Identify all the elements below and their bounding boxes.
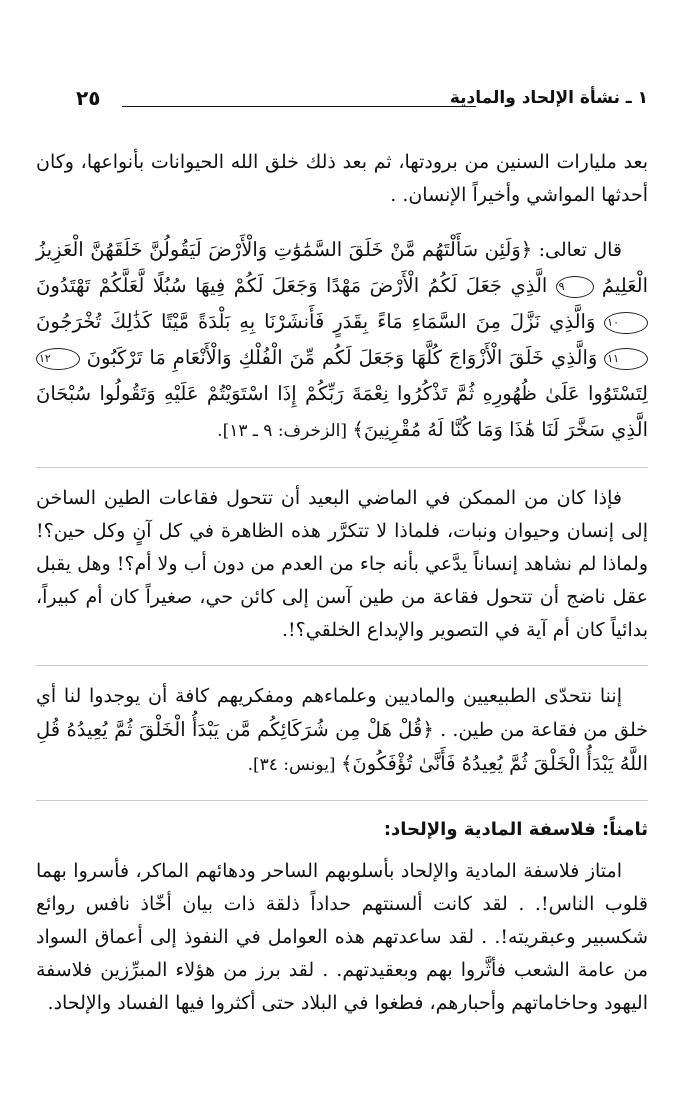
body-text <box>36 146 648 1020</box>
quran-verse-yunus: ﴿قُلْ هَلْ مِن شُرَكَائِكُم مَّن يَبْدَأُ الْخَلْقَ ثُمَّ يُعِيدُهُ قُلِ اللَّهُ يَبْدَأُ الْخَلْقَ ثُمَّ يُعِيدُهُ فَأَنَّىٰ تُؤْفَكُونَ﴾ <box>36 718 648 775</box>
verse-number-marker: ١٢ <box>36 348 80 370</box>
verse-number-marker: ٩ <box>556 276 594 298</box>
paragraph-separator <box>36 467 648 468</box>
paragraph-4 <box>36 680 648 782</box>
verse-reference: [يونس: ٣٤]. <box>247 755 341 775</box>
paragraph-1: بعد مليارات السنين من برودتها، ثم بعد ذلك خلق الله الحيوانات بأنواعها، وكان أحدثها المواشي وأخيراً الإنسان. . <box>36 151 648 206</box>
quran-verse-13: لِتَسْتَوُوا عَلَىٰ ظُهُورِهِ ثُمَّ تَذْكُرُوا نِعْمَةَ رَبِّكُمْ إِذَا اسْتَوَيْتُمْ عَلَيْهِ وَتَقُولُوا سُبْحَانَ الَّذِي سَخَّرَ لَنَا هَٰذَا وَمَا كُنَّا لَهُ مُقْرِنِينَ﴾ <box>36 382 648 441</box>
quran-verse-10: الَّذِي جَعَلَ لَكُمُ الْأَرْضَ مَهْدًا وَجَعَلَ لَكُمْ فِيهَا سُبُلًا لَّعَلَّكُمْ تَهْتَدُونَ <box>36 274 548 297</box>
header-rule <box>122 106 476 107</box>
page-number: ٢٥ <box>76 86 101 110</box>
quote-intro: قال تعالى: <box>532 239 623 261</box>
paragraph-separator <box>36 800 648 801</box>
paragraph-3: فإذا كان من الممكن في الماضي البعيد أن تتحول فقاعات الطين الساخن إلى إنسان وحيوان ونبات، فلماذا لا تتكرَّر هذه الظاهرة في كل آنٍ وكل حين؟! ولماذا لم نشاهد إنساناً يدَّعي بأنه جاء من العدم من دون أب ولا أم؟! وهل يقبل عقل ناضج أن تتحول فقاعة من طين آسن إلى كائن حي، صغيراً كان أم كبيراً، بدائياً كان أم آية في التصوير والإبداع الخلقي؟!. <box>36 487 648 641</box>
quran-verse-12: وَالَّذِي خَلَقَ الْأَزْوَاجَ كُلَّهَا وَجَعَلَ لَكُم مِّنَ الْفُلْكِ وَالْأَنْعَامِ مَا تَرْكَبُونَ <box>86 346 598 369</box>
verse-number-marker: ١١ <box>604 348 648 370</box>
verse-number-marker: ١٠ <box>604 312 648 334</box>
chapter-title: ١ ـ نشأة الإلحاد والمادية <box>449 88 648 108</box>
quran-verse-9: ﴿وَلَئِن سَأَلْتَهُم مَّنْ خَلَقَ السَّمَٰوَٰتِ وَالْأَرْضَ لَيَقُولُنَّ خَلَقَهُنَّ الْعَزِيزُ الْعَلِيمُ <box>36 238 648 297</box>
quran-verse-11: وَالَّذِي نَزَّلَ مِنَ السَّمَاءِ مَاءً بِقَدَرٍ فَأَنشَرْنَا بِهِ بَلْدَةً مَّيْتًا كَذَٰلِكَ تُخْرَجُونَ <box>36 310 596 333</box>
running-header <box>76 86 648 116</box>
paragraph-separator <box>36 665 648 666</box>
paragraph-quran-zukhruf <box>36 232 648 449</box>
verse-reference: [الزخرف: ٩ ـ ١٣]. <box>217 421 353 441</box>
paragraph-4-text: إننا نتحدّى الطبيعيين والماديين وعلماءهم ومفكريهم كافة أن يوجدوا لنا أي خلق من فقاعة من طين. . <box>36 685 648 741</box>
paragraph-5: امتاز فلاسفة المادية والإلحاد بأسلوبهم الساحر ودهائهم الماكر، فأسروا بهما قلوب الناس!. . لقد كانت ألسنتهم حداداً ذلقة ذات بيان أخّاذ نافس روائع شكسبير وعبقريته!. . لقد ساعدتهم هذه العوامل في النفوذ إلى أعماق السواد من عامة الشعب فأثَّروا بهم وبعقيدتهم. . لقد برز من هؤلاء المبرِّزين فلاسفة اليهود وحاخاماتهم وأحبارهم، فطغوا في البلاد حتى أكثروا فيها الفساد والإلحاد. <box>36 860 648 1014</box>
section-heading: ثامناً: فلاسفة المادية والإلحاد: <box>383 819 648 840</box>
